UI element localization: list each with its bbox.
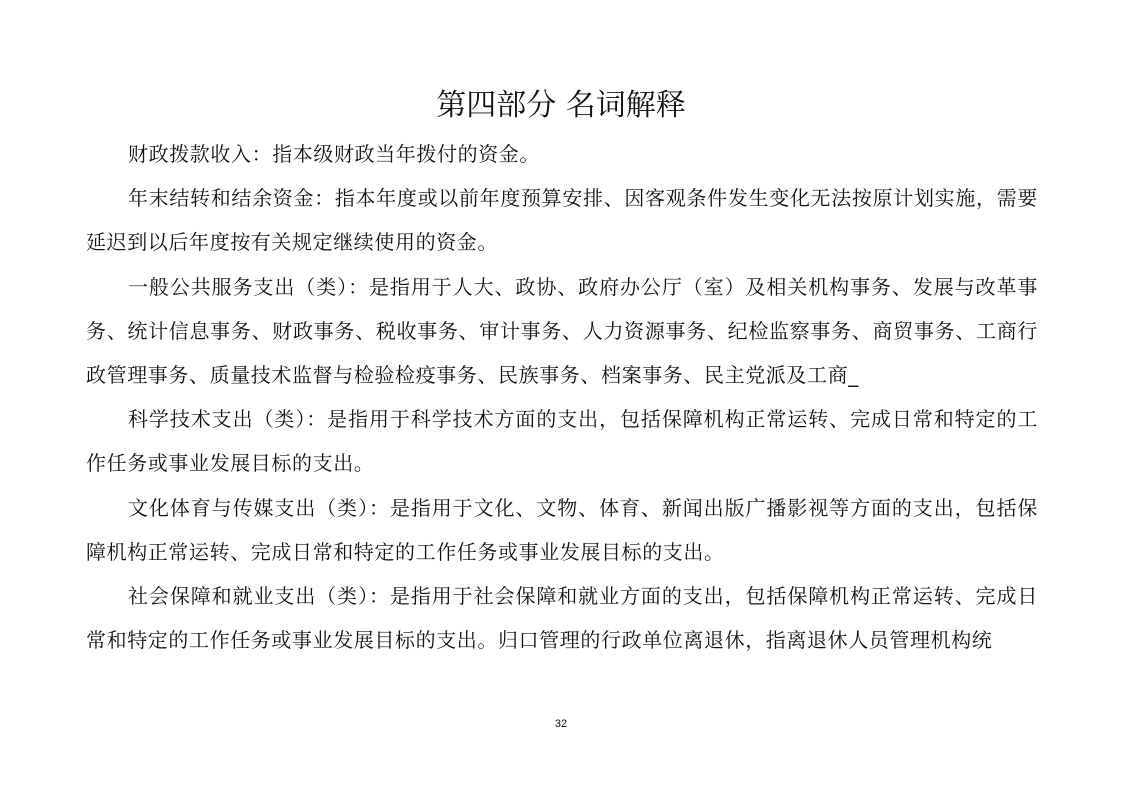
page-title: 第四部分 名词解释 [436,88,686,123]
paragraph-culture-sports-media: 文化体育与传媒支出（类）：是指用于文化、文物、体育、新闻出版广播影视等方面的支出，包括保障机构正常运转、完成日常和特定的工作任务或事业发展目标的支出。 [86,495,1038,564]
document-body [86,132,1038,662]
paragraph-science-technology: 科学技术支出（类）：是指用于科学技术方面的支出，包括保障机构正常运转、完成日常和特定的工作任务或事业发展目标的支出。 [86,407,1038,476]
paragraph-social-security-employment: 社会保障和就业支出（类）：是指用于社会保障和就业方面的支出，包括保障机构正常运转、完成日常和特定的工作任务或事业发展目标的支出。归口管理的行政单位离退休，指离退休人员管理机构统 [86,584,1038,653]
paragraph-general-public-services: 一般公共服务支出（类）：是指用于人大、政协、政府办公厅（室）及相关机构事务、发展与改革事务、统计信息事务、财政事务、税收事务、审计事务、人力资源事务、纪检监察事务、商贸事务、工商行政管理事务、质量技术监督与检验检疫事务、民族事务、档案事务、民主党派及工商_ [86,274,1038,388]
page-number: 32 [554,718,568,730]
paragraph-year-end-carryover-funds: 年末结转和结余资金：指本年度或以前年度预算安排、因客观条件发生变化无法按原计划实施，需要延迟到以后年度按有关规定继续使用的资金。 [86,186,1038,255]
paragraph-fiscal-appropriation-income: 财政拨款收入：指本级财政当年拨付的资金。 [128,142,540,166]
